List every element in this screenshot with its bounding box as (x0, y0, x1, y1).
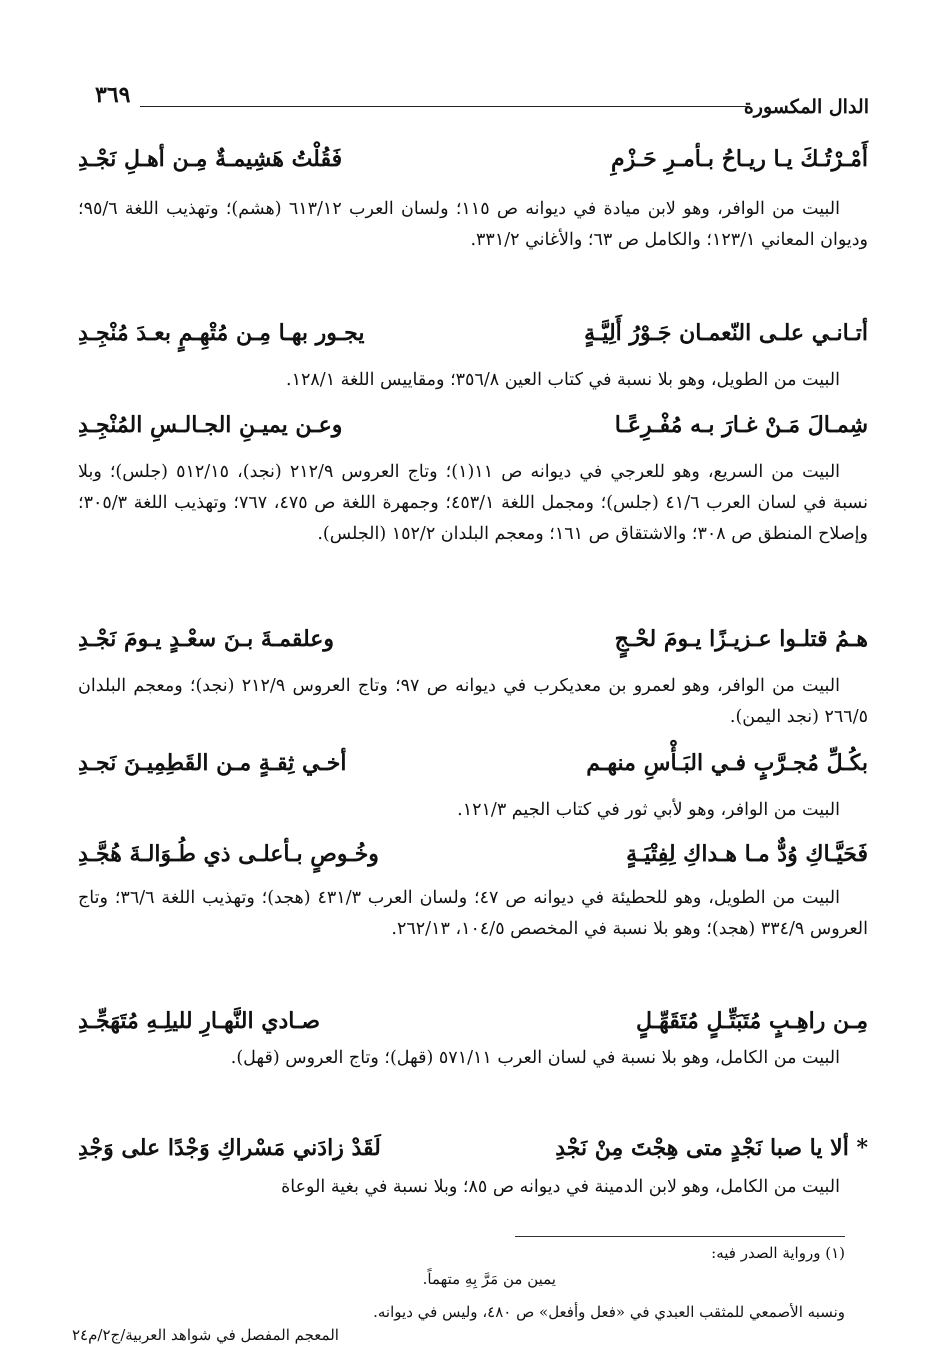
verse-commentary: البيت من السريع، وهو للعرجي في ديوانه ص ١١(١)؛ وتاج العروس ٢١٢/٩ (نجد)، ٥١٢/١٥ (جلس)؛ وبلا نسبة في لسان العرب ٤١/٦ (جلس)؛ ومجمل اللغة ٤٥٣/١؛ وجمهرة اللغة ص ٤٧٥، ٧٦٧؛ وتهذيب اللغة ٣٠٥/٣؛ وإصلاح المنطق ص ٣٠٨؛ والاشتقاق ص ١٦١؛ ومعجم البلدان ١٥٢/٢ (الجلس). (78, 462, 868, 544)
verse-commentary: البيت من الوافر، وهو لأبي ثور في كتاب الجيم ١٢١/٣. (457, 800, 840, 820)
verse-line (78, 750, 868, 790)
verse-commentary: البيت من الكامل، وهو لابن الدمينة في ديوانه ص ٨٥؛ وبلا نسبة في بغية الوعاة (281, 1177, 840, 1197)
verse-hemistich-first: بكُـلِّ مُجـرَّبٍ فـي البَـأْسِ منهـم (586, 750, 868, 776)
verse-line (78, 1135, 868, 1175)
asterisk-mark: * (856, 1135, 868, 1161)
verse-commentary: البيت من الوافر، وهو لابن ميادة في ديوانه ص ١١٥؛ ولسان العرب ٦١٣/١٢ (هشم)؛ وتهذيب اللغة ٩٥/٦؛ وديوان المعاني ١٢٣/١؛ والكامل ص ٦٣؛ والأغاني ٣٣١/٢. (78, 199, 868, 250)
book-signature: المعجم المفصل في شواهد العربية/ج٢/م٢٤ (72, 1326, 339, 1344)
verse-hemistich-first: مِـن راهِـبٍ مُتَبَتِّـلٍ مُتَقَهِّـلٍ (636, 1008, 868, 1034)
verse-hemistich-first: أَمْـرْتُـكَ يـا ريـاحُ بـأمـرِ حَـزْمِ (610, 146, 868, 172)
verse-hemistich-first: أتـانـي علـى النّعمـان جَـوْرُ أَلِيَّـةٍ (584, 320, 868, 346)
verse-line (78, 320, 868, 360)
verse-line (78, 412, 868, 452)
verse-hemistich-second: وعـن يميـنِ الجـالـسِ المُنْجِـدِ (78, 412, 343, 438)
verse-line (78, 626, 868, 666)
chapter-title: الدال المكسورة (743, 96, 869, 118)
verse-hemistich-second: فَقُلْتُ هَشِيمـةٌ مِـن أهـلِ نَجْـدِ (78, 146, 343, 172)
verse-commentary: البيت من الطويل، وهو بلا نسبة في كتاب العين ٣٥٦/٨؛ ومقاييس اللغة ١٢٨/١. (286, 370, 840, 390)
footnote-attribution: ونسبه الأصمعي للمثقب العبدي في «فعل وأفعل» ص ٤٨٠، وليس في ديوانه. (373, 1303, 845, 1321)
verse-hemistich-first: شِمـالَ مَـنْ غـارَ بـه مُفْـرِعًـا (614, 412, 868, 438)
verse-hemistich-second: لَقَدْ زادَني مَسْراكِ وَجْدًا على وَجْدِ (78, 1135, 381, 1161)
verse-hemistich-second: يجـور بهـا مِـن مُتْهِـمٍ بعـدَ مُنْجِـدِ (78, 320, 365, 346)
header-rule (140, 106, 746, 107)
verse-line (78, 146, 868, 186)
verse-hemistich-second: صـادي النَّهـارِ لليلِـهِ مُتَهَجِّـدِ (78, 1008, 321, 1034)
verse-hemistich-first: فَحَيَّـاكِ وُدٌّ مـا هـداكِ لِفِتْيَـةٍ (626, 841, 868, 867)
verse-line (78, 841, 868, 881)
page-number: ٣٦٩ (95, 82, 131, 108)
verse-hemistich-second: وخُـوصٍ بـأعلـى ذي طُـوَالـةَ هُجَّـدِ (78, 841, 379, 867)
verse-commentary: البيت من الوافر، وهو لعمرو بن معديكرب في ديوانه ص ٩٧؛ وتاج العروس ٢١٢/٩ (نجد)؛ ومعجم البلدان ٢٦٦/٥ (نجد اليمن). (78, 676, 868, 727)
verse-hemistich-second: وعلقمـةَ بـنَ سعْـدٍ يـومَ نَجْـدِ (78, 626, 334, 652)
verse-line (78, 1008, 868, 1048)
verse-commentary: البيت من الطويل، وهو للحطيئة في ديوانه ص ٤٧؛ ولسان العرب ٤٣١/٣ (هجد)؛ وتهذيب اللغة ٣٦/٦؛ وتاج العروس ٣٣٤/٩ (هجد)؛ وهو بلا نسبة في المخصص ١٠٤/٥، ٢٦٢/١٣. (78, 888, 868, 939)
verse-hemistich-second: أخـي ثِقـةٍ مـن القَطِمِيـنَ نَجـدِ (78, 750, 347, 776)
verse-hemistich-first: هـمُ قتلـوا عـزيـزًا يـومَ لحْـجٍ (614, 626, 868, 652)
footnote-quote: يمين من مَرَّ بِهِ متهماً. (422, 1270, 556, 1288)
footnote-1: (١) ورواية الصدر فيه: (711, 1244, 845, 1262)
footnote-rule (515, 1236, 845, 1237)
verse-hemistich-first: ألا يا صبا نَجْدٍ متى هِجْتَ مِنْ نَجْدِ (555, 1135, 849, 1161)
verse-commentary: البيت من الكامل، وهو بلا نسبة في لسان العرب ٥٧١/١١ (قهل)؛ وتاج العروس (قهل). (230, 1048, 840, 1068)
